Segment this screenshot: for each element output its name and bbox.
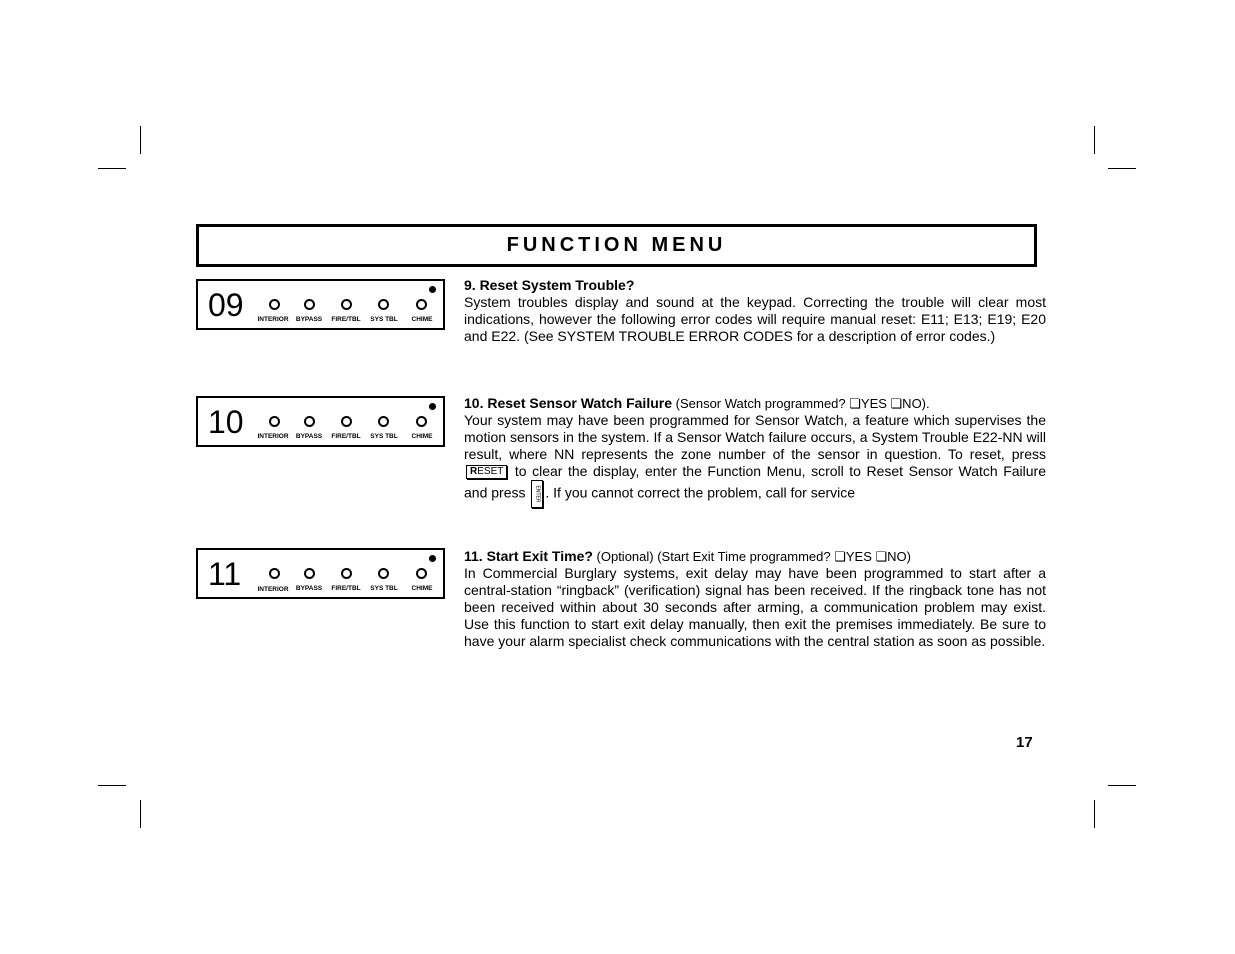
reset-key-rest: ESET	[477, 466, 504, 478]
led-label: FIRE/TBL	[331, 585, 361, 592]
display-number: 09	[208, 287, 244, 323]
item-heading: 11. Start Exit Time?	[464, 548, 593, 564]
led-label: SYS TBL	[370, 585, 398, 592]
sys-tbl-led-icon	[378, 299, 389, 310]
interior-led-icon	[269, 416, 280, 427]
keypad-display-10	[196, 396, 445, 447]
crop-mark	[1108, 168, 1136, 169]
reset-key-icon	[466, 465, 507, 479]
enter-key-label: ENTER	[534, 485, 541, 503]
display-number: 11	[208, 556, 242, 592]
body-text: Your system may have been programmed for Sensor Watch, a feature which supervises the motion sensors in the system. If a Sensor Watch failure occurs, a System Trouble E22-NN will result, where NN represents the zone number of the sensor in question. To reset, press	[464, 412, 1046, 462]
led-label: INTERIOR	[257, 316, 289, 323]
interior-led-icon	[269, 299, 280, 310]
led-label: BYPASS	[295, 433, 323, 440]
item-reset-sensor-watch-failure	[464, 395, 1046, 508]
crop-mark	[1094, 126, 1095, 154]
bypass-led-icon	[304, 299, 315, 310]
chime-led-icon	[416, 299, 427, 310]
chime-led-icon	[416, 568, 427, 579]
led-label: CHIME	[411, 433, 433, 440]
led-label: SYS TBL	[370, 433, 398, 440]
led-label: FIRE/TBL	[331, 316, 361, 323]
item-heading: 10. Reset Sensor Watch Failure	[464, 395, 672, 411]
status-dot-icon	[429, 286, 436, 293]
led-label: BYPASS	[295, 585, 323, 592]
item-body: In Commercial Burglary systems, exit delay may have been programmed to start after a central-station “ringback” (verification) signal has been received. If the ringback tone has not been received within about 30 seconds after arming, a communication problem may exist. Use this function to start exit delay manually, then exit the premises immediately. Be sure to have your alarm specialist check communications with the central station as soon as possible.	[464, 565, 1046, 649]
section-banner	[196, 224, 1037, 267]
item-reset-system-trouble	[464, 277, 1046, 345]
body-text: to clear the display, enter the Function Menu, scroll to Reset Sensor Watch Failure and press	[464, 463, 1046, 501]
section-title: FUNCTION MENU	[506, 234, 727, 256]
item-optional-note: (Optional) (Start Exit Time programmed? ❏YES ❏NO)	[592, 549, 911, 564]
reset-key-initial: R	[470, 466, 478, 478]
enter-key-icon	[531, 480, 543, 508]
keypad-display-09	[196, 279, 445, 330]
crop-mark	[140, 800, 141, 828]
led-label: INTERIOR	[257, 586, 289, 593]
status-dot-icon	[429, 403, 436, 410]
led-label: CHIME	[411, 316, 433, 323]
body-text: . If you cannot correct the problem, call for service	[545, 484, 856, 501]
led-label: FIRE/TBL	[331, 433, 361, 440]
led-label: CHIME	[411, 585, 433, 592]
bypass-led-icon	[304, 568, 315, 579]
status-dot-icon	[429, 555, 436, 562]
sys-tbl-led-icon	[378, 416, 389, 427]
display-number: 10	[208, 404, 244, 440]
crop-mark	[140, 126, 141, 154]
fire-tbl-led-icon	[341, 416, 352, 427]
led-label: INTERIOR	[257, 433, 289, 440]
item-body: System troubles display and sound at the keypad. Correcting the trouble will clear most indications, however the following error codes will require manual reset: E11; E13; E19; E20 and E22. (See SYSTEM TROUBLE ERROR CODES for a description of error codes.)	[464, 294, 1046, 344]
keypad-display-11	[196, 548, 445, 599]
bypass-led-icon	[304, 416, 315, 427]
fire-tbl-led-icon	[341, 299, 352, 310]
led-label: BYPASS	[295, 316, 323, 323]
item-heading: 9. Reset System Trouble?	[464, 277, 635, 293]
crop-mark	[1094, 800, 1095, 828]
page-number: 17	[1016, 734, 1033, 751]
crop-mark	[98, 785, 126, 786]
sys-tbl-led-icon	[378, 568, 389, 579]
interior-led-icon	[269, 568, 280, 579]
item-body	[464, 412, 1046, 508]
chime-led-icon	[416, 416, 427, 427]
crop-mark	[98, 168, 126, 169]
led-label: SYS TBL	[370, 316, 398, 323]
crop-mark	[1108, 785, 1136, 786]
item-optional-note: (Sensor Watch programmed? ❏YES ❏NO).	[672, 396, 930, 411]
item-start-exit-time	[464, 548, 1046, 650]
fire-tbl-led-icon	[341, 568, 352, 579]
